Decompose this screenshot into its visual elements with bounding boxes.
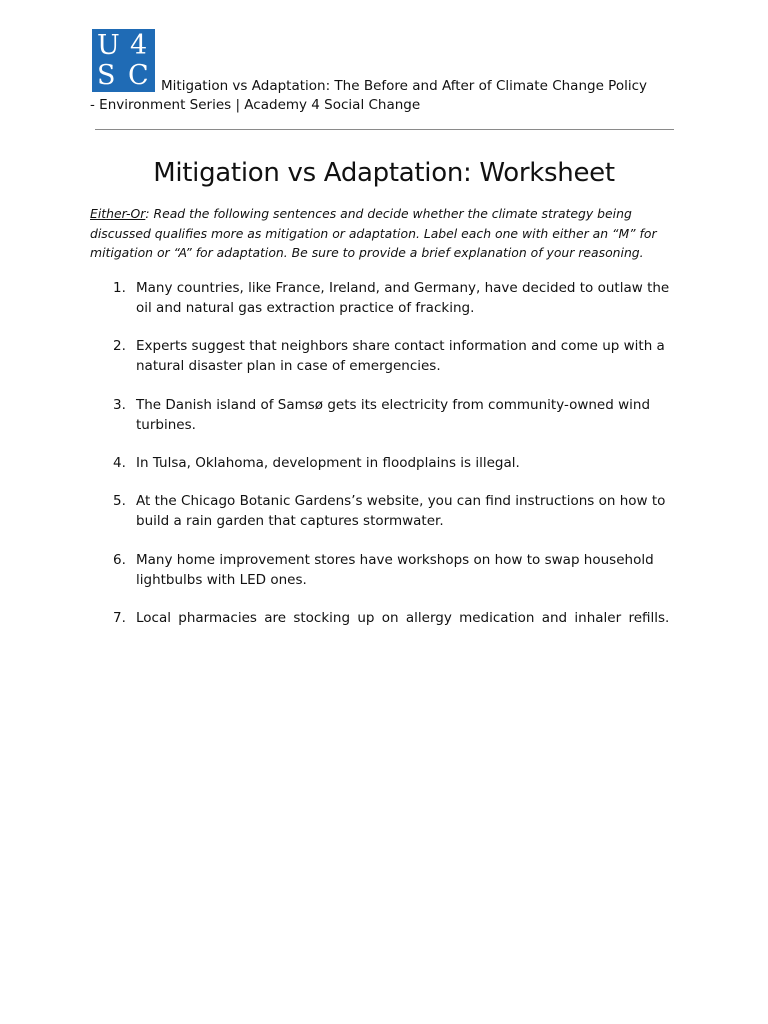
item-text: Many countries, like France, Ireland, and Germany, have decided to outlaw the oil and natural gas extraction practice of fracking.	[136, 280, 670, 316]
instructions	[90, 204, 670, 263]
list-item	[113, 492, 673, 531]
item-text: In Tulsa, Oklahoma, development in floodplains is illegal.	[136, 455, 520, 471]
header-subtitle: - Environment Series | Academy 4 Social Change	[90, 97, 421, 113]
instructions-lead: Either-Or	[90, 206, 146, 221]
item-text: Local pharmacies are stocking up on allergy medication and inhaler refills.	[136, 610, 670, 626]
list-item	[113, 279, 673, 318]
list-item	[113, 396, 673, 435]
item-number: 6.	[113, 552, 126, 568]
logo-letter-c: C	[128, 60, 149, 91]
list-item	[113, 454, 673, 474]
logo-letter-u: U	[97, 30, 120, 61]
logo-letter-4: 4	[130, 30, 148, 61]
page-title: Mitigation vs Adaptation: Worksheet	[153, 158, 615, 188]
item-number: 4.	[113, 455, 126, 471]
list-item	[113, 337, 673, 376]
item-text: The Danish island of Samsø gets its electricity from community-owned wind turbines.	[136, 397, 651, 433]
header-divider	[95, 129, 674, 130]
item-number: 2.	[113, 338, 126, 354]
logo-letter-s: S	[97, 60, 116, 91]
instructions-text: : Read the following sentences and decide whether the climate strategy being discussed qualifies more as mitigation or adaptation. Label each one with either an “M” for mitigation or “A” for adaptation. Be sure to provide a brief explanation of your reasoning.	[90, 206, 657, 260]
item-number: 5.	[113, 493, 126, 509]
item-number: 3.	[113, 397, 126, 413]
list-item	[113, 551, 673, 590]
item-text: Many home improvement stores have workshops on how to swap household lightbulbs with LED ones.	[136, 552, 654, 588]
item-text: At the Chicago Botanic Gardens’s website, you can find instructions on how to build a rain garden that captures stormwater.	[136, 493, 666, 529]
header-title: Mitigation vs Adaptation: The Before and After of Climate Change Policy	[161, 78, 648, 94]
list-item	[113, 609, 673, 629]
item-text: Experts suggest that neighbors share contact information and come up with a natural disaster plan in case of emergencies.	[136, 338, 665, 374]
item-number: 1.	[113, 280, 126, 296]
item-number: 7.	[113, 610, 126, 626]
u4sc-logo	[92, 29, 155, 92]
